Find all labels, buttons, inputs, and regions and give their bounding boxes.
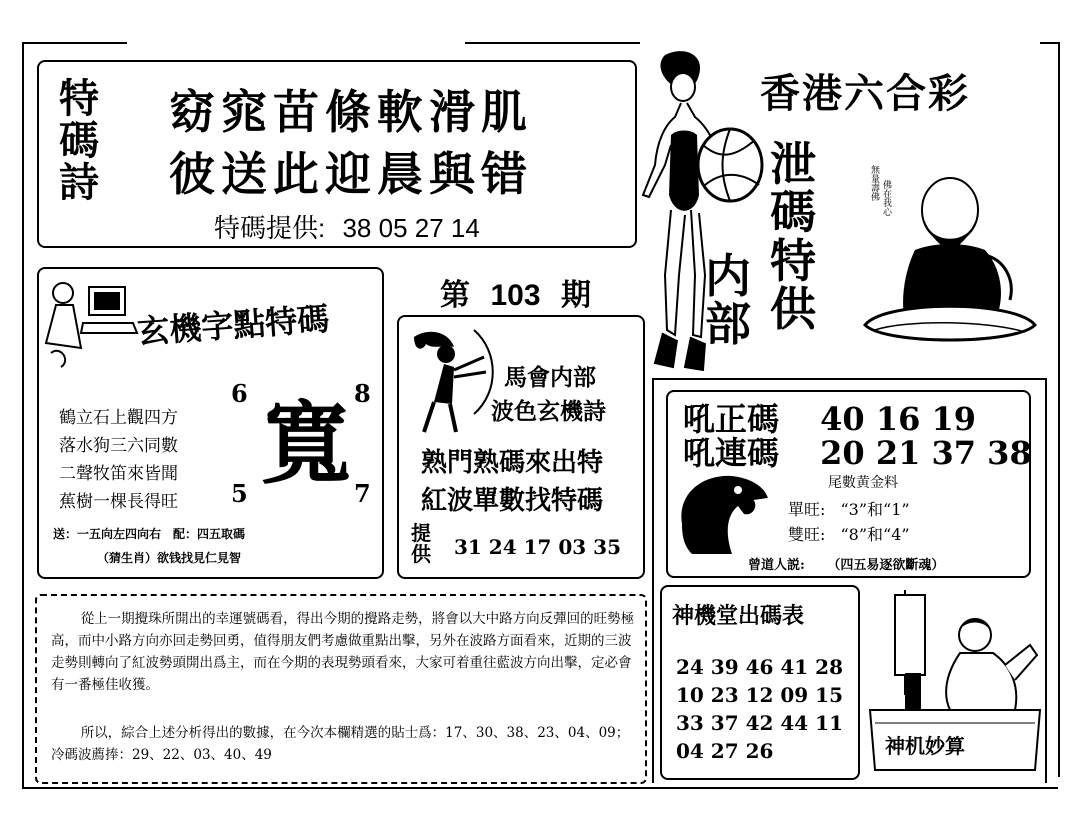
xuanji-title: 玄機字點特碼: [136, 299, 331, 352]
frame-top-right: [1040, 42, 1060, 44]
corner-number: 5: [231, 479, 248, 508]
promo-char: 碼: [770, 186, 816, 239]
horse-provider-label: [411, 523, 431, 565]
archer-illustration: [404, 322, 499, 437]
issue-suffix: 期: [560, 278, 591, 313]
frame-top-mid: [465, 42, 640, 44]
frame-top-left: [22, 42, 127, 44]
promo-char: 内: [705, 250, 751, 302]
label-char: 詩: [59, 159, 99, 206]
fortune-sign: 神机妙算: [885, 734, 965, 758]
shenji-rows: [676, 653, 843, 765]
woman-illustration: [625, 45, 775, 375]
verse-line: 二聲牧笛來皆聞: [59, 464, 178, 484]
shenji-table-box: [660, 585, 860, 780]
right-panel-right: [1045, 378, 1047, 783]
roar-numbers: 20 21 37 38: [820, 434, 1032, 472]
promo-char: 部: [705, 298, 751, 351]
poem-provider: [214, 208, 480, 245]
promo-char: 特: [770, 234, 816, 287]
issue-value: 103: [490, 279, 541, 312]
right-panel-top: [652, 378, 1047, 380]
xuanji-footer-2: （猜生肖）欲钱找見仁見智: [97, 551, 242, 565]
shenji-row: 24 39 46 41 28: [676, 655, 844, 679]
analysis-box: [35, 594, 647, 784]
horse-title-1: 馬會内部: [504, 364, 596, 391]
poem-vertical-label: [59, 75, 99, 206]
xuanji-big-char: 寬: [261, 391, 351, 497]
verse-line: 鶴立石上觀四方: [59, 408, 178, 428]
promo-char: 供: [770, 282, 816, 335]
analysis-para-2: 所以，綜合上述分析得出的數據，在今次本欄精選的貼士爲：17、30、38、23、04、09；冷碼波薦捧：29、22、03、40、49: [51, 725, 630, 763]
frame-left: [22, 42, 24, 787]
tail-single-label: 單旺:: [788, 500, 826, 519]
saying-label: 曾道人説:: [748, 558, 805, 573]
vertical-promo-col1: [770, 140, 816, 333]
buddha-inscription-1: 無量壽佛: [869, 165, 879, 201]
tail-double-label: 雙旺:: [788, 525, 826, 544]
frame-bottom: [22, 787, 1058, 789]
tail-double-value: “8”和“4”: [840, 525, 910, 544]
analysis-para-1: 從上一期攪珠所開出的幸運號碼看，得出今期的攪路走勢，將會以大中路方向反彈回的旺勢極高，而中小路方向亦回走勢回勇，值得朋友們考慮做重點出擊，另外在波路方面看來，近期的三波走勢則轉向了紅波勢頭開出爲主，而在今期的表現勢頭看來，大家可着重往藍波方向出擊，定必會有一番極佳收獲。: [51, 611, 635, 693]
eagle-illustration: [672, 464, 772, 560]
corner-number: 7: [354, 479, 371, 508]
saying-value: （四五易逐欲斷魂）: [827, 558, 945, 573]
roar-numbers-box: [666, 390, 1031, 578]
buddha-inscription-2: 佛在我心: [881, 180, 891, 216]
right-panel-left: [652, 378, 654, 783]
tail-double: [788, 522, 910, 545]
frame-right: [1058, 42, 1060, 777]
label-char: 特: [59, 75, 99, 122]
roar-numbers: 40 16 19: [820, 400, 977, 438]
horse-numbers: 31 24 17 03 35: [454, 535, 622, 559]
saying: [748, 554, 944, 573]
issue-number: [440, 270, 591, 314]
corner-number: 8: [354, 379, 371, 408]
tail-single: [788, 497, 910, 520]
xuanji-box: [37, 267, 384, 579]
poem-line-2: 彼送此迎晨與错: [169, 147, 533, 201]
shenji-title: 神機堂出碼表: [672, 603, 805, 628]
provider-char: 供: [411, 542, 431, 566]
brand-title: 香港六合彩: [760, 70, 970, 117]
xuanji-footer-1: 送：一五向左四向右 配：四五取碼: [53, 527, 246, 541]
tail-single-value: “3”和“1”: [840, 500, 910, 519]
shenji-row: 10 23 12 09 15: [676, 683, 844, 707]
issue-prefix: 第: [440, 278, 470, 313]
label-char: 碼: [59, 117, 99, 164]
provider-numbers: 38 05 27 14: [342, 213, 480, 243]
promo-char: 泄: [770, 138, 816, 190]
shenji-row: 33 37 42 44 11: [676, 711, 844, 735]
horse-verse-2: 紅波單數找特碼: [421, 486, 604, 516]
vertical-promo-col2: [705, 252, 751, 349]
horse-verse-1: 熟門熟碼來出特: [421, 448, 604, 478]
verse-line: 落水狗三六同數: [59, 436, 178, 456]
provider-char: 提: [411, 521, 431, 545]
corner-number: 6: [231, 379, 248, 408]
xuanji-verse: [59, 404, 178, 516]
roar-label: 吼連碼: [683, 434, 780, 472]
poem-line-1: 窈窕苗條軟滑肌: [169, 85, 533, 139]
scholar-computer-illustration: [41, 273, 141, 368]
horse-title-2: 波色玄機詩: [491, 398, 606, 425]
special-poem-box: [37, 60, 637, 248]
horse-meeting-box: [397, 315, 645, 579]
provider-label: 特碼提供:: [214, 213, 326, 243]
tail-title: 尾數黄金料: [828, 475, 898, 491]
roar-label: 吼正碼: [683, 400, 780, 438]
verse-line: 蕉樹一棵長得旺: [59, 492, 178, 512]
shenji-row: 04 27 26: [676, 739, 774, 763]
